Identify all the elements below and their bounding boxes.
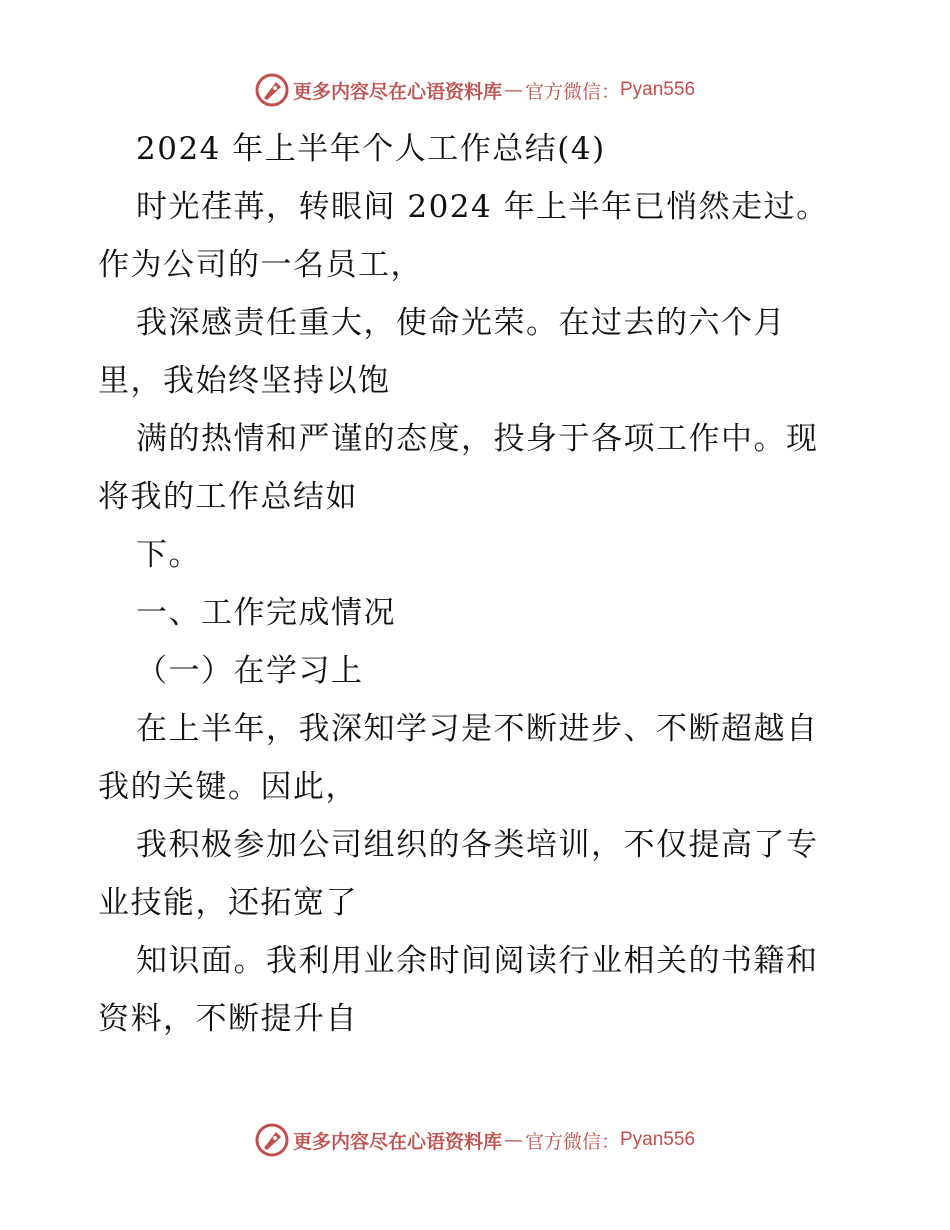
watermark-wechat-id: Pyan556 (620, 79, 696, 100)
paragraph-line: 资料，不断提升自 (98, 1001, 358, 1037)
watermark-wechat-label: 官方微信： (524, 1130, 620, 1153)
paragraph-line: 我深感责任重大，使命光荣。在过去的六个月 (136, 305, 786, 341)
paragraph-line: 知识面。我利用业余时间阅读行业相关的书籍和 (136, 943, 819, 979)
paragraph-line: 在上半年，我深知学习是不断进步、不断超越自 (136, 711, 819, 747)
watermark-text: 更多内容尽在心语资料库 (292, 1130, 502, 1153)
watermark-separator: — (503, 79, 523, 101)
footer-watermark (0, 1120, 950, 1160)
watermark-wechat-id: Pyan556 (620, 1129, 696, 1150)
document-body (98, 120, 858, 1048)
pen-nib-logo-icon (255, 1123, 289, 1157)
subsection-heading: （一）在学习上 (136, 653, 364, 689)
paragraph-line: 下。 (136, 537, 201, 573)
watermark-separator: — (503, 1129, 523, 1151)
watermark-wechat-label: 官方微信： (524, 80, 620, 103)
section-heading: 一、工作完成情况 (136, 595, 396, 631)
header-watermark (0, 70, 950, 110)
document-title: 2024 年上半年个人工作总结(4) (136, 131, 606, 167)
paragraph-line: 我积极参加公司组织的各类培训，不仅提高了专 (136, 827, 819, 863)
watermark-text: 更多内容尽在心语资料库 (292, 80, 502, 103)
paragraph-line: 将我的工作总结如 (98, 479, 358, 515)
paragraph-line: 业技能，还拓宽了 (98, 885, 358, 921)
paragraph-line: 作为公司的一名员工， (98, 247, 423, 283)
pen-nib-logo-icon (255, 73, 289, 107)
paragraph-line: 里，我始终坚持以饱 (98, 363, 391, 399)
paragraph-line: 我的关键。因此， (98, 769, 358, 805)
paragraph-line: 满的热情和严谨的态度，投身于各项工作中。现 (136, 421, 819, 457)
paragraph-line: 时光荏苒，转眼间 2024 年上半年已悄然走过。 (136, 189, 829, 225)
